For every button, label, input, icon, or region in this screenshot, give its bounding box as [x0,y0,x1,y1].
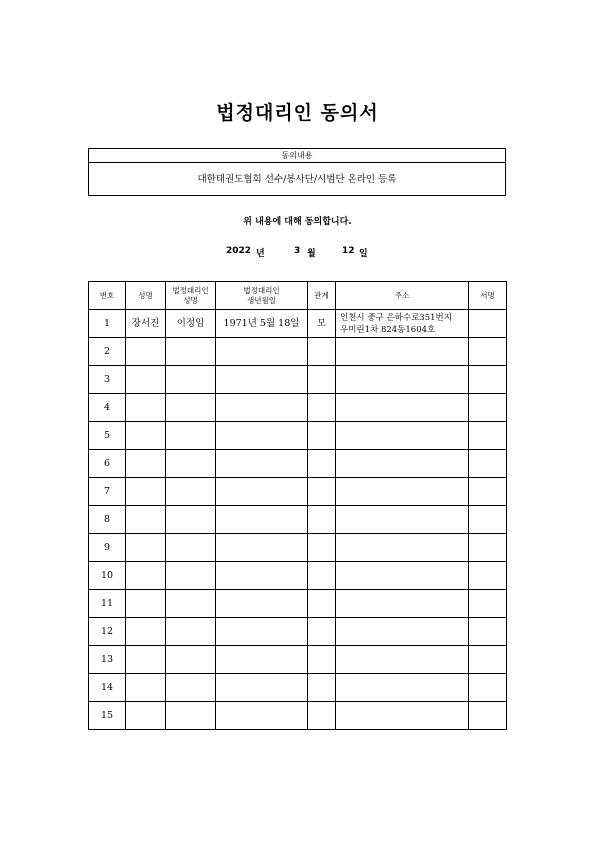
row-relation [308,338,336,366]
row-number: 10 [89,562,126,590]
row-guardian-name [166,338,216,366]
table-row [89,702,507,730]
row-guardian-birth [216,394,308,422]
row-address-line1: 인천시 중구 은하수로351번지 [340,312,452,323]
row-address [336,310,469,338]
row-address [336,366,469,394]
row-signature [469,478,507,506]
row-number: 3 [89,366,126,394]
table-row [89,366,507,394]
row-signature [469,562,507,590]
header-guardian-birth-line1: 법정대리인 [243,285,280,295]
document-title: 법정대리인 동의서 [216,102,379,124]
row-guardian-birth [216,702,308,730]
row-guardian-birth [216,618,308,646]
row-address [336,422,469,450]
row-signature [469,618,507,646]
table-row [89,506,507,534]
row-relation [308,450,336,478]
row-guardian-name [166,674,216,702]
row-address [336,674,469,702]
row-address [336,702,469,730]
row-guardian-name [166,366,216,394]
row-number: 13 [89,646,126,674]
row-number: 1 [89,310,126,338]
date-day: 12 [342,246,355,256]
row-signature [469,310,507,338]
row-address [336,506,469,534]
consent-body: 대한태권도협회 선수/봉사단/시범단 온라인 등록 [197,174,397,185]
date-month-label: 월 [307,249,316,259]
row-signature [469,674,507,702]
table-row [89,534,507,562]
row-relation [308,702,336,730]
table-row [89,618,507,646]
header-no: 번호 [89,282,126,310]
row-signature [469,450,507,478]
table-header-row [89,282,507,310]
row-signature [469,422,507,450]
row-name [126,338,166,366]
row-address [336,478,469,506]
row-name [126,534,166,562]
table-row [89,338,507,366]
row-name [126,422,166,450]
row-number: 2 [89,338,126,366]
row-number: 6 [89,450,126,478]
row-address [336,450,469,478]
row-guardian-birth [216,590,308,618]
date-day-label: 일 [359,249,368,259]
row-name [126,590,166,618]
header-signature: 서명 [469,282,507,310]
row-guardian-name [166,618,216,646]
row-signature [469,646,507,674]
row-name [126,646,166,674]
row-signature [469,534,507,562]
date-month: 3 [294,246,301,256]
row-guardian-birth [216,478,308,506]
row-name [126,674,166,702]
row-relation [308,534,336,562]
row-number: 11 [89,590,126,618]
consent-box [88,148,506,196]
row-guardian-name [166,702,216,730]
row-guardian-name [166,450,216,478]
row-name [126,618,166,646]
row-number: 8 [89,506,126,534]
table-row [89,674,507,702]
row-relation: 모 [308,310,336,338]
row-guardian-birth [216,646,308,674]
date-year: 2022 [226,246,252,256]
table-row [89,422,507,450]
row-number: 12 [89,618,126,646]
row-address [336,394,469,422]
row-guardian-name [166,534,216,562]
row-address-line2: 우미린1차 824동1604호 [340,324,436,335]
row-relation [308,478,336,506]
row-guardian-birth [216,506,308,534]
row-guardian-birth [216,450,308,478]
header-guardian-name-line2: 성명 [183,295,198,305]
table-row [89,394,507,422]
row-number: 15 [89,702,126,730]
row-guardian-birth [216,674,308,702]
row-relation [308,562,336,590]
row-signature [469,702,507,730]
header-guardian-birth-line2: 생년월일 [247,295,276,305]
row-relation [308,422,336,450]
row-address [336,646,469,674]
row-guardian-birth [216,338,308,366]
table-row [89,646,507,674]
row-signature [469,366,507,394]
row-signature [469,506,507,534]
row-name [126,478,166,506]
row-relation [308,506,336,534]
row-guardian-name [166,646,216,674]
row-name [126,450,166,478]
header-name: 성명 [126,282,166,310]
table-row [89,450,507,478]
table-row [89,310,507,338]
row-signature [469,338,507,366]
row-guardian-name [166,394,216,422]
row-address [336,562,469,590]
row-guardian-birth [216,562,308,590]
consent-header: 동의내용 [89,149,505,163]
header-address: 주소 [336,282,469,310]
row-guardian-name [166,422,216,450]
row-guardian-name [166,478,216,506]
row-guardian-birth [216,422,308,450]
date-year-label: 년 [256,249,265,259]
row-relation [308,674,336,702]
row-name [126,366,166,394]
row-number: 7 [89,478,126,506]
header-guardian-name-line1: 법정대리인 [172,285,209,295]
header-guardian-birth [216,282,308,310]
row-relation [308,394,336,422]
row-address [336,338,469,366]
table-row [89,478,507,506]
row-address [336,534,469,562]
row-name [126,394,166,422]
row-address [336,618,469,646]
row-number: 14 [89,674,126,702]
row-number: 4 [89,394,126,422]
row-name [126,506,166,534]
row-guardian-name: 이정임 [166,310,216,338]
row-relation [308,646,336,674]
table-row [89,590,507,618]
row-guardian-birth [216,534,308,562]
row-signature [469,394,507,422]
row-address [336,590,469,618]
row-guardian-name [166,590,216,618]
row-relation [308,590,336,618]
row-guardian-birth: 1971년 5월 18일 [216,310,308,338]
row-number: 9 [89,534,126,562]
row-guardian-name [166,562,216,590]
row-guardian-name [166,506,216,534]
header-guardian-name [166,282,216,310]
row-relation [308,618,336,646]
row-guardian-birth [216,366,308,394]
signature-table [88,281,507,730]
row-name [126,702,166,730]
consent-statement: 위 내용에 대해 동의합니다. [243,217,352,227]
row-number: 5 [89,422,126,450]
row-name [126,562,166,590]
table-row [89,562,507,590]
row-signature [469,590,507,618]
row-relation [308,366,336,394]
row-name: 장서진 [126,310,166,338]
header-relation: 관계 [308,282,336,310]
